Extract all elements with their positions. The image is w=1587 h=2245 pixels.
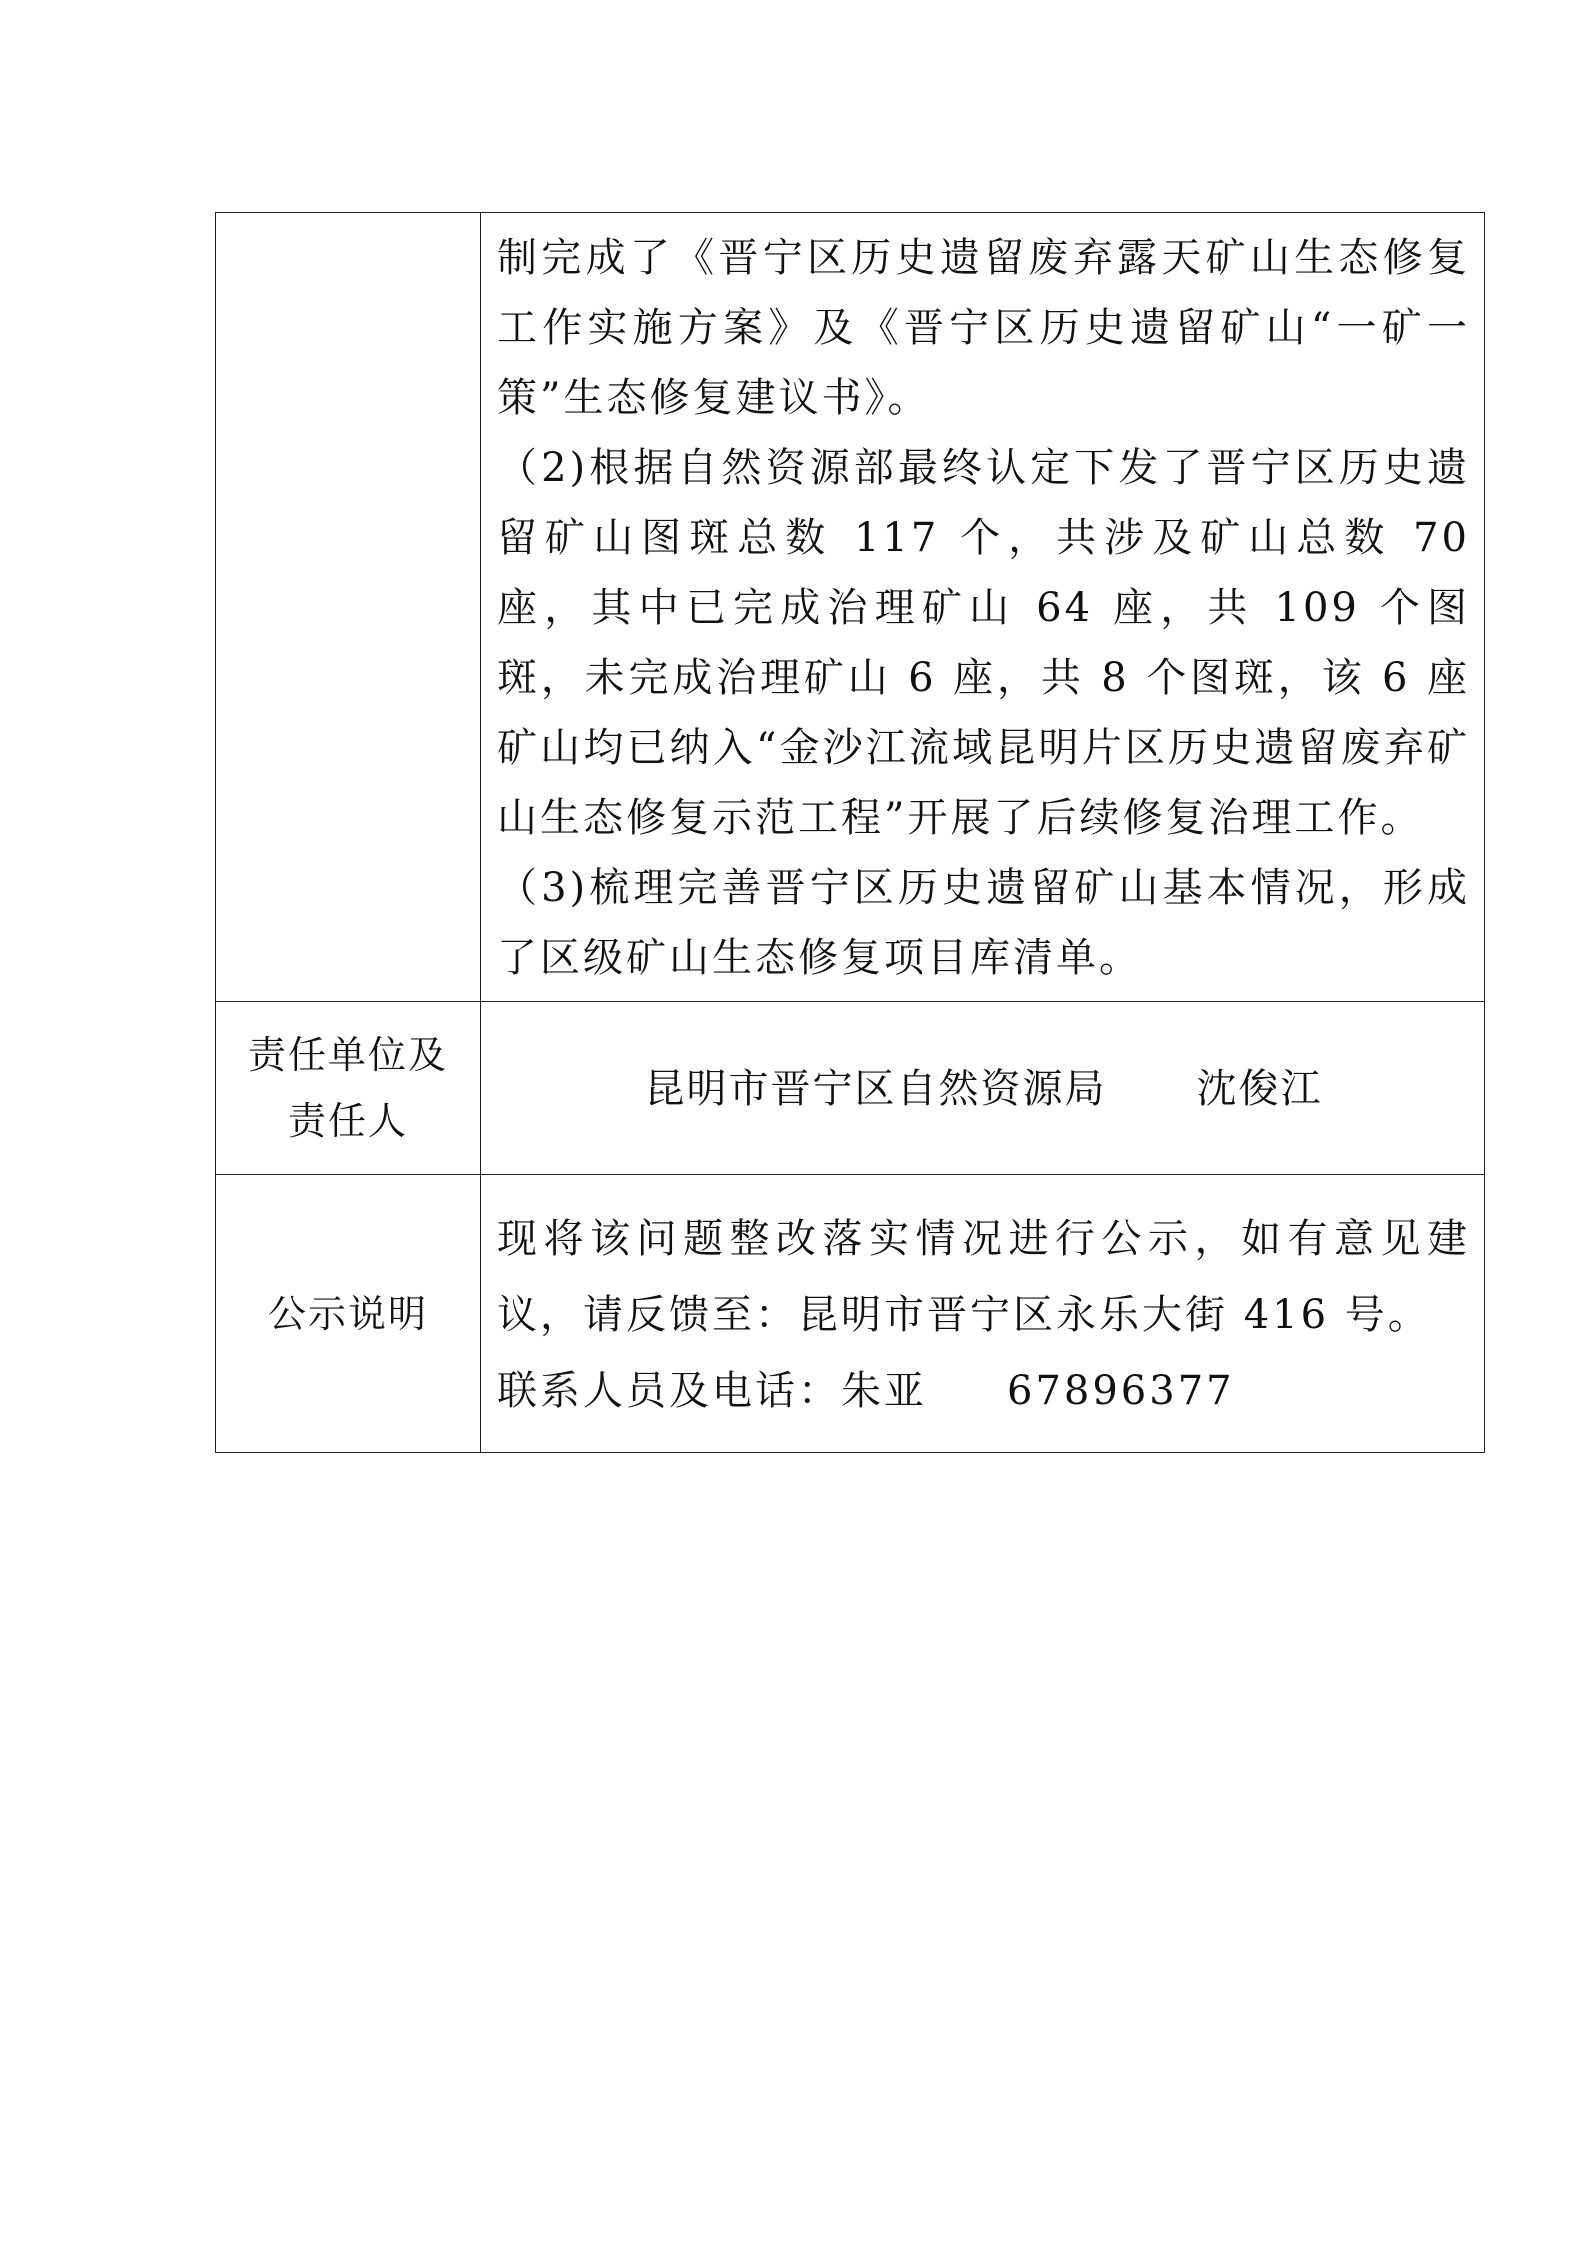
progress-content-cell: [481, 213, 1485, 1002]
notice-feedback-text: 现将该问题整改落实情况进行公示，如有意见建议，请反馈至：昆明市晋宁区永乐大街 416 号。: [497, 1215, 1470, 1338]
notice-contact-line: [497, 1353, 1470, 1429]
progress-paragraph-2: （2)根据自然资源部最终认定下发了晋宁区历史遗留矿山图斑总数 117 个，共涉及矿山总数 70 座，其中已完成治理矿山 64 座，共 109 个图斑，未完成治理矿山 6 座，共 8 个图斑，该 6 座矿山均已纳入“金沙江流域昆明片区历史遗留废弃矿山生态修复示范工程”开展了后续修复治理工作。: [497, 445, 1470, 841]
responsible-person: 沈俊江: [1196, 1066, 1323, 1112]
table-row-notice: [216, 1175, 1485, 1453]
rectification-table: [215, 212, 1485, 1453]
table-row-responsible: [216, 1002, 1485, 1175]
notice-label-cell: 公示说明: [216, 1175, 481, 1453]
notice-content-cell: [481, 1175, 1485, 1453]
responsible-content-cell: [481, 1002, 1485, 1175]
responsible-label-line2: 责任人: [287, 1099, 408, 1143]
progress-paragraph-1: 制完成了《晋宁区历史遗留废弃露天矿山生态修复工作实施方案》及《晋宁区历史遗留矿山“一矿一策”生态修复建议书》。: [497, 235, 1470, 421]
progress-paragraph-3: （3)梳理完善晋宁区历史遗留矿山基本情况，形成了区级矿山生态修复项目库清单。: [497, 865, 1470, 981]
responsible-label-line1: 责任单位及: [247, 1033, 448, 1077]
contact-phone: 67896377: [1007, 1367, 1235, 1414]
table-row-progress: [216, 213, 1485, 1002]
responsible-label-cell: [216, 1002, 481, 1175]
responsible-unit: 昆明市晋宁区自然资源局: [644, 1066, 1107, 1112]
contact-label: 联系人员及电话：朱亚: [497, 1367, 927, 1414]
progress-label-cell: [216, 213, 481, 1002]
